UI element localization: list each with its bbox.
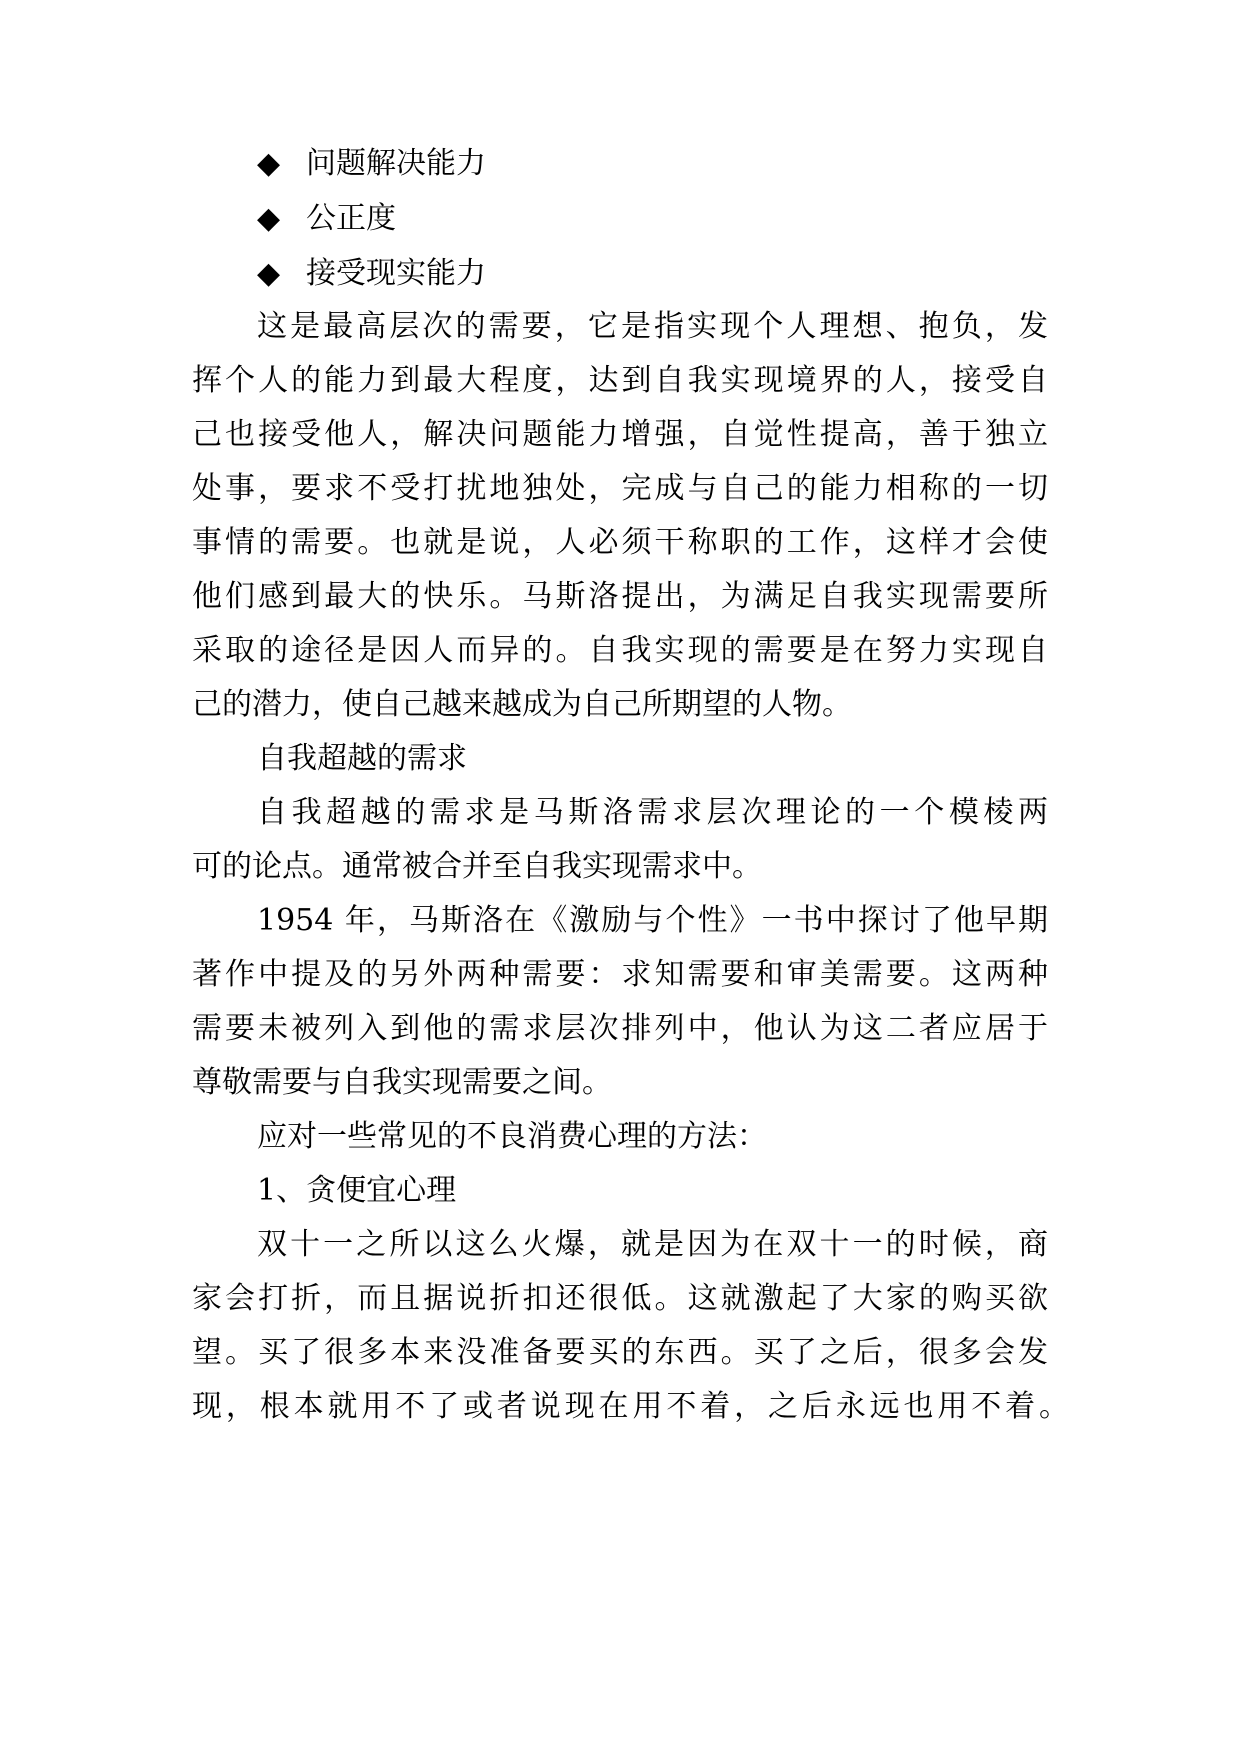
paragraph-line: 可的论点。通常被合并至自我实现需求中。 <box>192 849 762 884</box>
section-heading: 自我超越的需求 <box>257 741 467 776</box>
section-heading: 1、贪便宜心理 <box>257 1173 457 1208</box>
diamond-bullet-icon: ◆ <box>257 146 281 181</box>
paragraph-line: 他们感到最大的快乐。马斯洛提出，为满足自我实现需要所 <box>192 579 1048 614</box>
paragraph-line: 需要未被列入到他的需求层次排列中，他认为这二者应居于 <box>192 1011 1048 1046</box>
paragraph-line: 现，根本就用不了或者说现在用不着，之后永远也用不着。 <box>192 1389 1069 1424</box>
paragraph-line: 望。买了很多本来没准备要买的东西。买了之后，很多会发 <box>192 1335 1048 1370</box>
paragraph-line: 应对一些常见的不良消费心理的方法： <box>257 1119 767 1154</box>
paragraph-line: 1954 年，马斯洛在《激励与个性》一书中探讨了他早期 <box>257 903 1048 938</box>
paragraph-line: 己的潜力，使自己越来越成为自己所期望的人物。 <box>192 687 852 722</box>
bullet-item-problem-solving: 问题解决能力 <box>306 146 486 181</box>
paragraph-line: 己也接受他人，解决问题能力增强，自觉性提高，善于独立 <box>192 417 1048 452</box>
bullet-item-accept-reality: 接受现实能力 <box>306 256 486 291</box>
bullet-item-fairness: 公正度 <box>306 201 396 236</box>
paragraph-line: 挥个人的能力到最大程度，达到自我实现境界的人，接受自 <box>192 363 1048 398</box>
paragraph-line: 尊敬需要与自我实现需要之间。 <box>192 1065 612 1100</box>
paragraph-line: 事情的需要。也就是说，人必须干称职的工作，这样才会使 <box>192 525 1048 560</box>
paragraph-line: 这是最高层次的需要，它是指实现个人理想、抱负，发 <box>257 309 1048 344</box>
diamond-bullet-icon: ◆ <box>257 256 281 291</box>
diamond-bullet-icon: ◆ <box>257 201 281 236</box>
paragraph-line: 自我超越的需求是马斯洛需求层次理论的一个模棱两 <box>257 795 1048 830</box>
paragraph-line: 处事，要求不受打扰地独处，完成与自己的能力相称的一切 <box>192 471 1048 506</box>
paragraph-line: 双十一之所以这么火爆，就是因为在双十一的时候，商 <box>257 1227 1048 1262</box>
paragraph-line: 家会打折，而且据说折扣还很低。这就激起了大家的购买欲 <box>192 1281 1048 1316</box>
paragraph-line: 著作中提及的另外两种需要：求知需要和审美需要。这两种 <box>192 957 1048 992</box>
paragraph-line: 采取的途径是因人而异的。自我实现的需要是在努力实现自 <box>192 633 1048 668</box>
